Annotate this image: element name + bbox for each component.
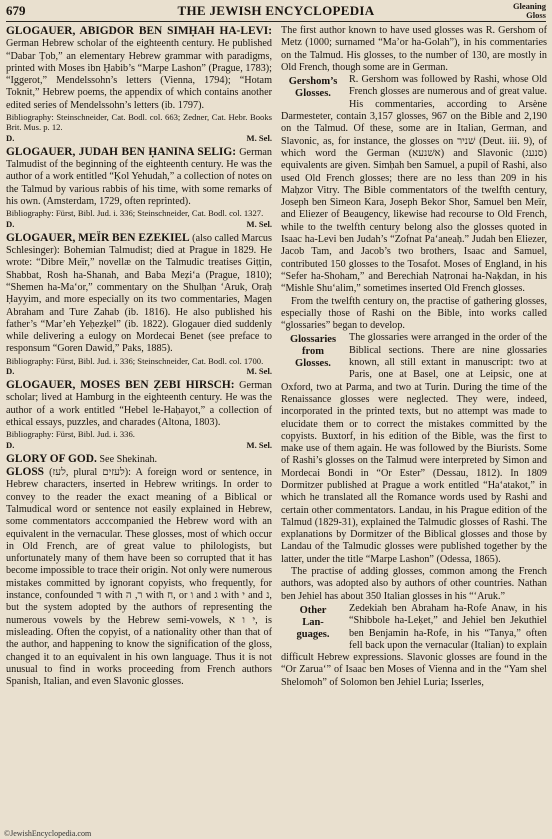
paragraph — [281, 74, 547, 295]
headword: GLOGAUER, MEÏR BEN EZEKIEL — [6, 231, 190, 244]
side-heading: Other Lan- guages. — [296, 604, 330, 640]
headword: GLOGAUER, MOSES BEN ẒEBI HIRSCH: — [6, 379, 235, 392]
bibliography: Bibliography: Fürst, Bibl. Jud. i. 336; Steinschneider, Cat. Bodl. col. 1700. — [6, 355, 264, 366]
side-heading: Glossaries from Glosses. — [289, 334, 337, 370]
signature — [6, 366, 272, 377]
signature-author: M. Sel. — [246, 132, 272, 143]
article-meir — [6, 232, 272, 356]
paragraph — [281, 603, 547, 689]
bibliography: Bibliography: Steinschneider, Cat. Bodl. col. 663; Zedner, Cat. Hebr. Books Brit. Mus. p. 12. — [6, 112, 272, 133]
bibliography: Bibliography: Fürst, Bibl. Jud. i. 336. — [6, 429, 135, 440]
article-moses — [6, 379, 272, 429]
signature-author: M. Sel. — [246, 218, 272, 229]
paragraph-text: The glossaries were arranged in the order of the Biblical sections. There are nine glossaries known, all still extant in manuscript: two at Paris, one at Basel, one at Leipsic, one at Oxford, two at Parma, and two at Turin. During the time of the Renaissance glosses were neglected. They were, indeed, incorporated in the printed texts, but no attempt was made to elucidate them or to correct the mistakes committed by the copyists. Buxtorf, in his edition of the Bible, was the first to make use of them again. He was followed by the Biurists. Some of Rashi’s glosses on the Talmud were interpreted by Simon and Mordecai Bondi in “Or Ester” (Dessau, 1812). In 1809 Dormitzer published at Prague a work entitled “Ha‘atakot,” in which he translated all the Romance words used by Rashi and certain other commentators. Landau, in his Prague edition of the Talmud (1829-31), explained the Talmudic glosses of Rashi. The explanations by Dormitzer of the Biblical glosses and those by Landau of the Talmudic glosses were published together by the latter, under the title “Marpe Lashon” (Odessa, 1865). — [281, 332, 547, 565]
signature-initial: D. — [6, 132, 15, 143]
headword: GLOGAUER, ABIGDOR BEN SIMḤAH HA-LEVI: — [6, 25, 272, 37]
signature-initial: D. — [6, 366, 15, 377]
article-body: (לעז, plural לעזים): A foreign word or sentence, in Hebrew characters, inserted in Hebrew writings. In order to convey to the reader the exact meaning of a Biblical or Talmudical word or sentence not easily explained in Hebrew, some commentators acccompanied the Hebrew word with an equivalent in the vernacular. These glosses, most of which occur in Old French, are of great value to philologists, but unfortunately many of them have been so corrupted that it has become impossible to trace their origin. Not only were numerous mistakes committed by ignorant copyists, who frequently, for instance, confounded ד with ר, ה with ח, or ו and ג with י and נ, but the system adopted by the authors of representing the numerous vowels by the Hebrew semi-vowels, י ו א, is misleading. Often the copyist, of a nationality other than that of the author, and happening to know the signification of the gloss, changed it to an equivalent in his own language. Thus it is not unusual to find in works proceeding from French authors Spanish, Italian, and even Slavonic glosses. — [6, 467, 272, 688]
copyright-footer: ©JewishEncyclopedia.com — [4, 829, 92, 838]
bibliography: Bibliography: Fürst, Bibl. Jud. i. 336; Steinschneider, Cat. Bodl. col. 1327. — [6, 208, 264, 219]
headword: GLOGAUER, JUDAH BEN ḤANINA SELIG: — [6, 145, 237, 158]
article-glory — [6, 453, 272, 466]
paragraph — [281, 296, 547, 333]
page-title: THE JEWISH ENCYCLOPEDIA — [177, 3, 375, 18]
paragraph: The first author known to have used glosses was R. Gershom of Metz (1000; surnamed “Ma’or ha-Golah”), in his commentaries on the Talmud. His glosses, to the number of 130, are mostly in Old French, though some are in German. — [281, 25, 547, 73]
paragraph — [281, 332, 547, 566]
article-abigdor — [6, 25, 272, 112]
signature-author: M. Sel. — [246, 366, 272, 377]
page-header — [6, 2, 546, 22]
signature-initial: D. — [6, 218, 15, 229]
article-gloss — [6, 466, 272, 688]
running-head-text: Gleaning Gloss — [512, 1, 546, 20]
headword: GLORY OF GOD. — [6, 452, 97, 465]
paragraph-text: R. Gershom was followed by Rashi, whose Old French glosses are numerous and of great value. His commentaries, according to Arsène Darmesteter, contain 3,157 glosses, 967 on the Bible and 2,190 on the Talmud. Of these, some are in Italian, German, and Slavonic, as, for instance, the glosses on שׁניר (Deut. iii. 9), of which word the German (אשׁנעא) and Slavonic (סנעג) equivalents are given. Simḥah ben Samuel, a pupil of Rashi, also used Old French glosses; there are no less than 209 in his Maḥzor Vitry. The Bible commentators of the twelfth century, Joseph ben Simeon Kara, Joseph Bekor Shor, Samuel ben Meïr, and Eliezer of Beaugency, likewise had recourse to Old French, while to the twelfth century belong also the glosses quoted in Isaac ha-Levi ben Judah’s “Zofnat Pa‘aneaḥ.” Judah ben Eliezer, Jacob Tam, and Jacob’s two brothers, Isaac and Samuel, contributed 150 glosses to the Tosafot. Moses of England, in his “Sefer ha-Shoham,” and Berechiah Naṭronai ha-Naḳdan, in his “Mishle Shu‘alim,” sometimes inserted Old French glosses. — [281, 74, 547, 295]
signature — [6, 440, 272, 451]
running-head — [513, 2, 546, 20]
article-judah — [6, 146, 272, 208]
paragraph-text: The practise of adding glosses, common among the French authors, was adopted also by authors of other countries. Nathan ben Jehiel has about 350 Italian glosses in his “‘Aruk.” — [281, 566, 547, 602]
paragraph-text: From the twelfth century on, the practise of gathering glosses, especially those of Rashi on the Bible, into works called “glossaries” began to develop. — [281, 295, 547, 332]
headword: GLOSS — [6, 466, 44, 479]
article-body: (also called Marcus Schlesinger): Bohemian Talmudist; died at Prague in 1829. He wrote: “Dibre Meïr,” novellæ on the Talmudic treatises Giṭṭin, Shabbat, Rosh ha-Shanah, and Baba Meẓi‘a (Prague, 1810); “Shemen ha-Ma‘or,” commentary on the Shulḥan ‘Aruk, Oraḥ Ḥayyim, and more especially on its two commentaries, Magen Abraham and Ture Zahab (ib. 1816). He also published his father’s “Mar’eh Yeḥezḳel” (ib. 1822). Glogauer died suddenly while delivering a eulogy on Mordecai Benet (see preface to responsum “Goren Dawid,” Paks, 1885). — [6, 232, 272, 355]
page-number: 679 — [6, 3, 26, 18]
left-column — [6, 25, 272, 688]
article-body: German scholar; lived at Hamburg in the eighteenth century. He was the author of a work entitled “Hebel le-Haḥayot,” a collection of ethical essays, puzzles, and charades (Altona, 1803). — [6, 380, 272, 429]
article-body: German Talmudist of the beginning of the eighteenth century. He was the author of a work entitled “Ḳol Yehudah,” a collection of notes on the Talmud by various rabbis of his time, with some remarks of his own. (Amsterdam, 1729, often reprinted). — [6, 146, 273, 208]
side-heading: Gershom’s Glosses. — [288, 76, 338, 100]
signature — [6, 133, 272, 144]
signature-initial: D. — [6, 439, 15, 450]
right-column — [281, 25, 547, 689]
article-body: German Hebrew scholar of the eighteenth century. He published “Dabar Ṭob,” an elementary Hebrew grammar with paradigms, printed with Moses ibn Ḥabib’s “Marpe Lashon” (Prague, 1783); “Iggerot,” Mendelssohn’s letters (Vienna, 1794); “Hotam Toknit,” Hebrew poems, the appendix of which contains another edited series of Mendelssohn’s letters (ib. 1797). — [6, 38, 272, 111]
header-rule — [6, 21, 546, 22]
cross-reference-link[interactable]: See Shekinah. — [96, 453, 158, 465]
signature — [6, 219, 272, 230]
paragraph-text: Zedekiah ben Abraham ha-Rofe Anaw, in his “Shibbole ha-Leḳet,” and Jehiel ben Jekuthiel ben Benjamin ha-Rofe, in his “Tanya,” often fell back upon the vernacular (Italian) to explain difficult Hebrew expressions. Slavonic glosses are found in the “Or Zarua‘” of Isaac ben Moses of Vienna and in the “Yam shel Shelomoh” of Solomon ben Jehiel Luria; Isserles, — [281, 602, 547, 688]
paragraph — [281, 566, 547, 603]
signature-author: M. Sel. — [246, 439, 272, 450]
